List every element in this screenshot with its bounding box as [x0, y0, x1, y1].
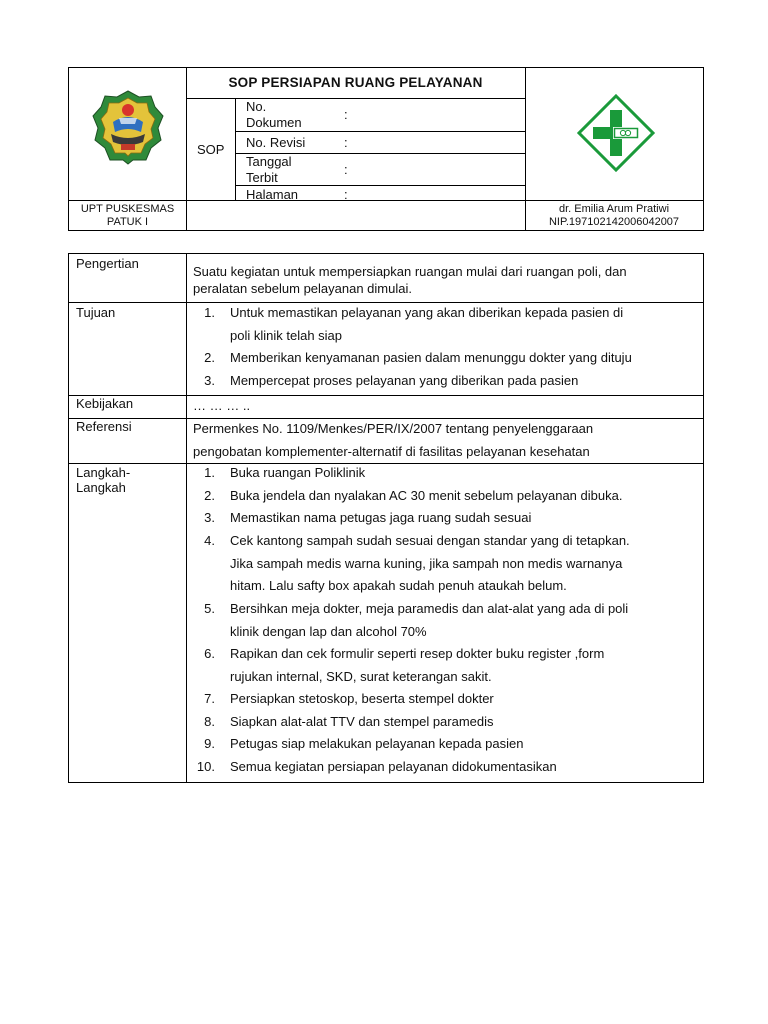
- org-name-line2: PATUK I: [106, 216, 149, 228]
- item-text-line1: Petugas siap melakukan pelayanan kepada pasien: [230, 736, 524, 751]
- item-text-line1: Semua kegiatan persiapan pelayanan didokumentasikan: [230, 759, 557, 774]
- item-number: 1.: [204, 465, 215, 480]
- item-text-line1: Memberikan kenyamanan pasien dalam menunggu dokter yang dituju: [230, 350, 632, 365]
- item-text-line3: hitam. Lalu safty box apakah sudah penuh ataukah belum.: [230, 578, 567, 593]
- label-kebijakan: Kebijakan: [76, 396, 134, 411]
- item-text-line1: Buka ruangan Poliklinik: [230, 465, 366, 480]
- label-tujuan: Tujuan: [76, 305, 116, 320]
- item-text-line1: Cek kantong sampah sudah sesuai dengan standar yang di tetapkan.: [230, 533, 630, 548]
- signer-name: dr. Emilia Arum Pratiwi: [558, 203, 670, 215]
- item-text-line2: klinik dengan lap dan alcohol 70%: [230, 623, 427, 639]
- label-langkah-line1: Langkah-: [76, 465, 131, 480]
- sop-content-table: [68, 253, 704, 783]
- field-colon-halaman: :: [344, 187, 348, 202]
- item-number: 3.: [204, 373, 215, 388]
- regency-emblem-icon: [91, 88, 165, 166]
- item-text-line1: Buka jendela dan nyalakan AC 30 menit sebelum pelayanan dibuka.: [230, 488, 623, 503]
- row-divider-kebijakan: [69, 395, 703, 396]
- signer-nip: NIP.197102142006042007: [548, 216, 680, 228]
- item-text-line2: rujukan internal, SKD, surat keterangan sakit.: [230, 668, 492, 684]
- text-kebijakan: … … … ..: [193, 398, 251, 413]
- label-langkah-line2: Langkah: [76, 480, 126, 495]
- item-number: 8.: [204, 714, 215, 729]
- item-text-line1: Untuk memastikan pelayanan yang akan diberikan kepada pasien di: [230, 305, 624, 320]
- text-pengertian-line1: Suatu kegiatan untuk mempersiapkan ruangan mulai dari ruangan poli, dan: [193, 264, 627, 279]
- text-referensi-line2: pengobatan komplementer-alternatif di fasilitas pelayanan kesehatan: [193, 443, 590, 459]
- item-number: 5.: [204, 601, 215, 616]
- item-text-line2: poli klinik telah siap: [230, 327, 343, 343]
- item-number: 9.: [204, 736, 215, 751]
- item-number: 4.: [204, 533, 215, 548]
- field-label-no-dokumen-line2: Dokumen: [246, 115, 302, 130]
- item-text-line2: Jika sampah medis warna kuning, jika sampah non medis warnanya: [230, 555, 623, 571]
- field-colon-no-revisi: :: [344, 135, 348, 150]
- field-label-halaman: Halaman: [246, 187, 299, 202]
- field-divider-1: [235, 131, 525, 132]
- field-colon-tanggal-terbit: :: [344, 162, 348, 177]
- item-text-line1: Bersihkan meja dokter, meja paramedis dan alat-alat yang ada di poli: [230, 601, 629, 616]
- org-name-line1: UPT PUSKESMAS: [80, 203, 175, 215]
- field-label-tanggal-terbit-line1: Tanggal: [246, 154, 292, 169]
- item-text-line1: Rapikan dan cek formulir seperti resep dokter buku register ,form: [230, 646, 605, 661]
- label-pengertian: Pengertian: [76, 256, 139, 271]
- content-column-divider: [186, 254, 187, 782]
- item-number: 3.: [204, 510, 215, 525]
- puskesmas-cross-logo-icon: [577, 94, 655, 172]
- item-number: 10.: [196, 759, 215, 774]
- item-number: 2.: [204, 350, 215, 365]
- field-label-no-revisi: No. Revisi: [246, 135, 306, 150]
- field-colon-no-dokumen: :: [344, 107, 348, 122]
- item-number: 7.: [204, 691, 215, 706]
- item-text-line1: Persiapkan stetoskop, beserta stempel dokter: [230, 691, 494, 706]
- label-referensi: Referensi: [76, 419, 132, 434]
- sop-title: SOP PERSIAPAN RUANG PELAYANAN: [228, 75, 483, 90]
- field-label-no-dokumen-line1: No.: [246, 99, 267, 114]
- header-divider-footer: [69, 200, 703, 201]
- item-text-line1: Siapkan alat-alat TTV dan stempel paramedis: [230, 714, 494, 729]
- item-number: 6.: [204, 646, 215, 661]
- text-referensi-line1: Permenkes No. 1109/Menkes/PER/IX/2007 tentang penyelenggaraan: [193, 421, 594, 436]
- field-divider-3: [235, 185, 525, 186]
- text-pengertian-line2: peralatan sebelum pelayanan dimulai.: [193, 281, 412, 296]
- item-number: 1.: [204, 305, 215, 320]
- item-number: 2.: [204, 488, 215, 503]
- header-divider-left: [186, 68, 187, 230]
- item-text-line1: Mempercepat proses pelayanan yang diberikan pada pasien: [230, 373, 579, 388]
- title-underline: [186, 98, 525, 99]
- sop-header-table: [68, 67, 704, 231]
- sop-label: SOP: [197, 142, 225, 157]
- field-label-tanggal-terbit-line2: Terbit: [246, 170, 278, 185]
- item-text-line1: Memastikan nama petugas jaga ruang sudah sesuai: [230, 510, 532, 525]
